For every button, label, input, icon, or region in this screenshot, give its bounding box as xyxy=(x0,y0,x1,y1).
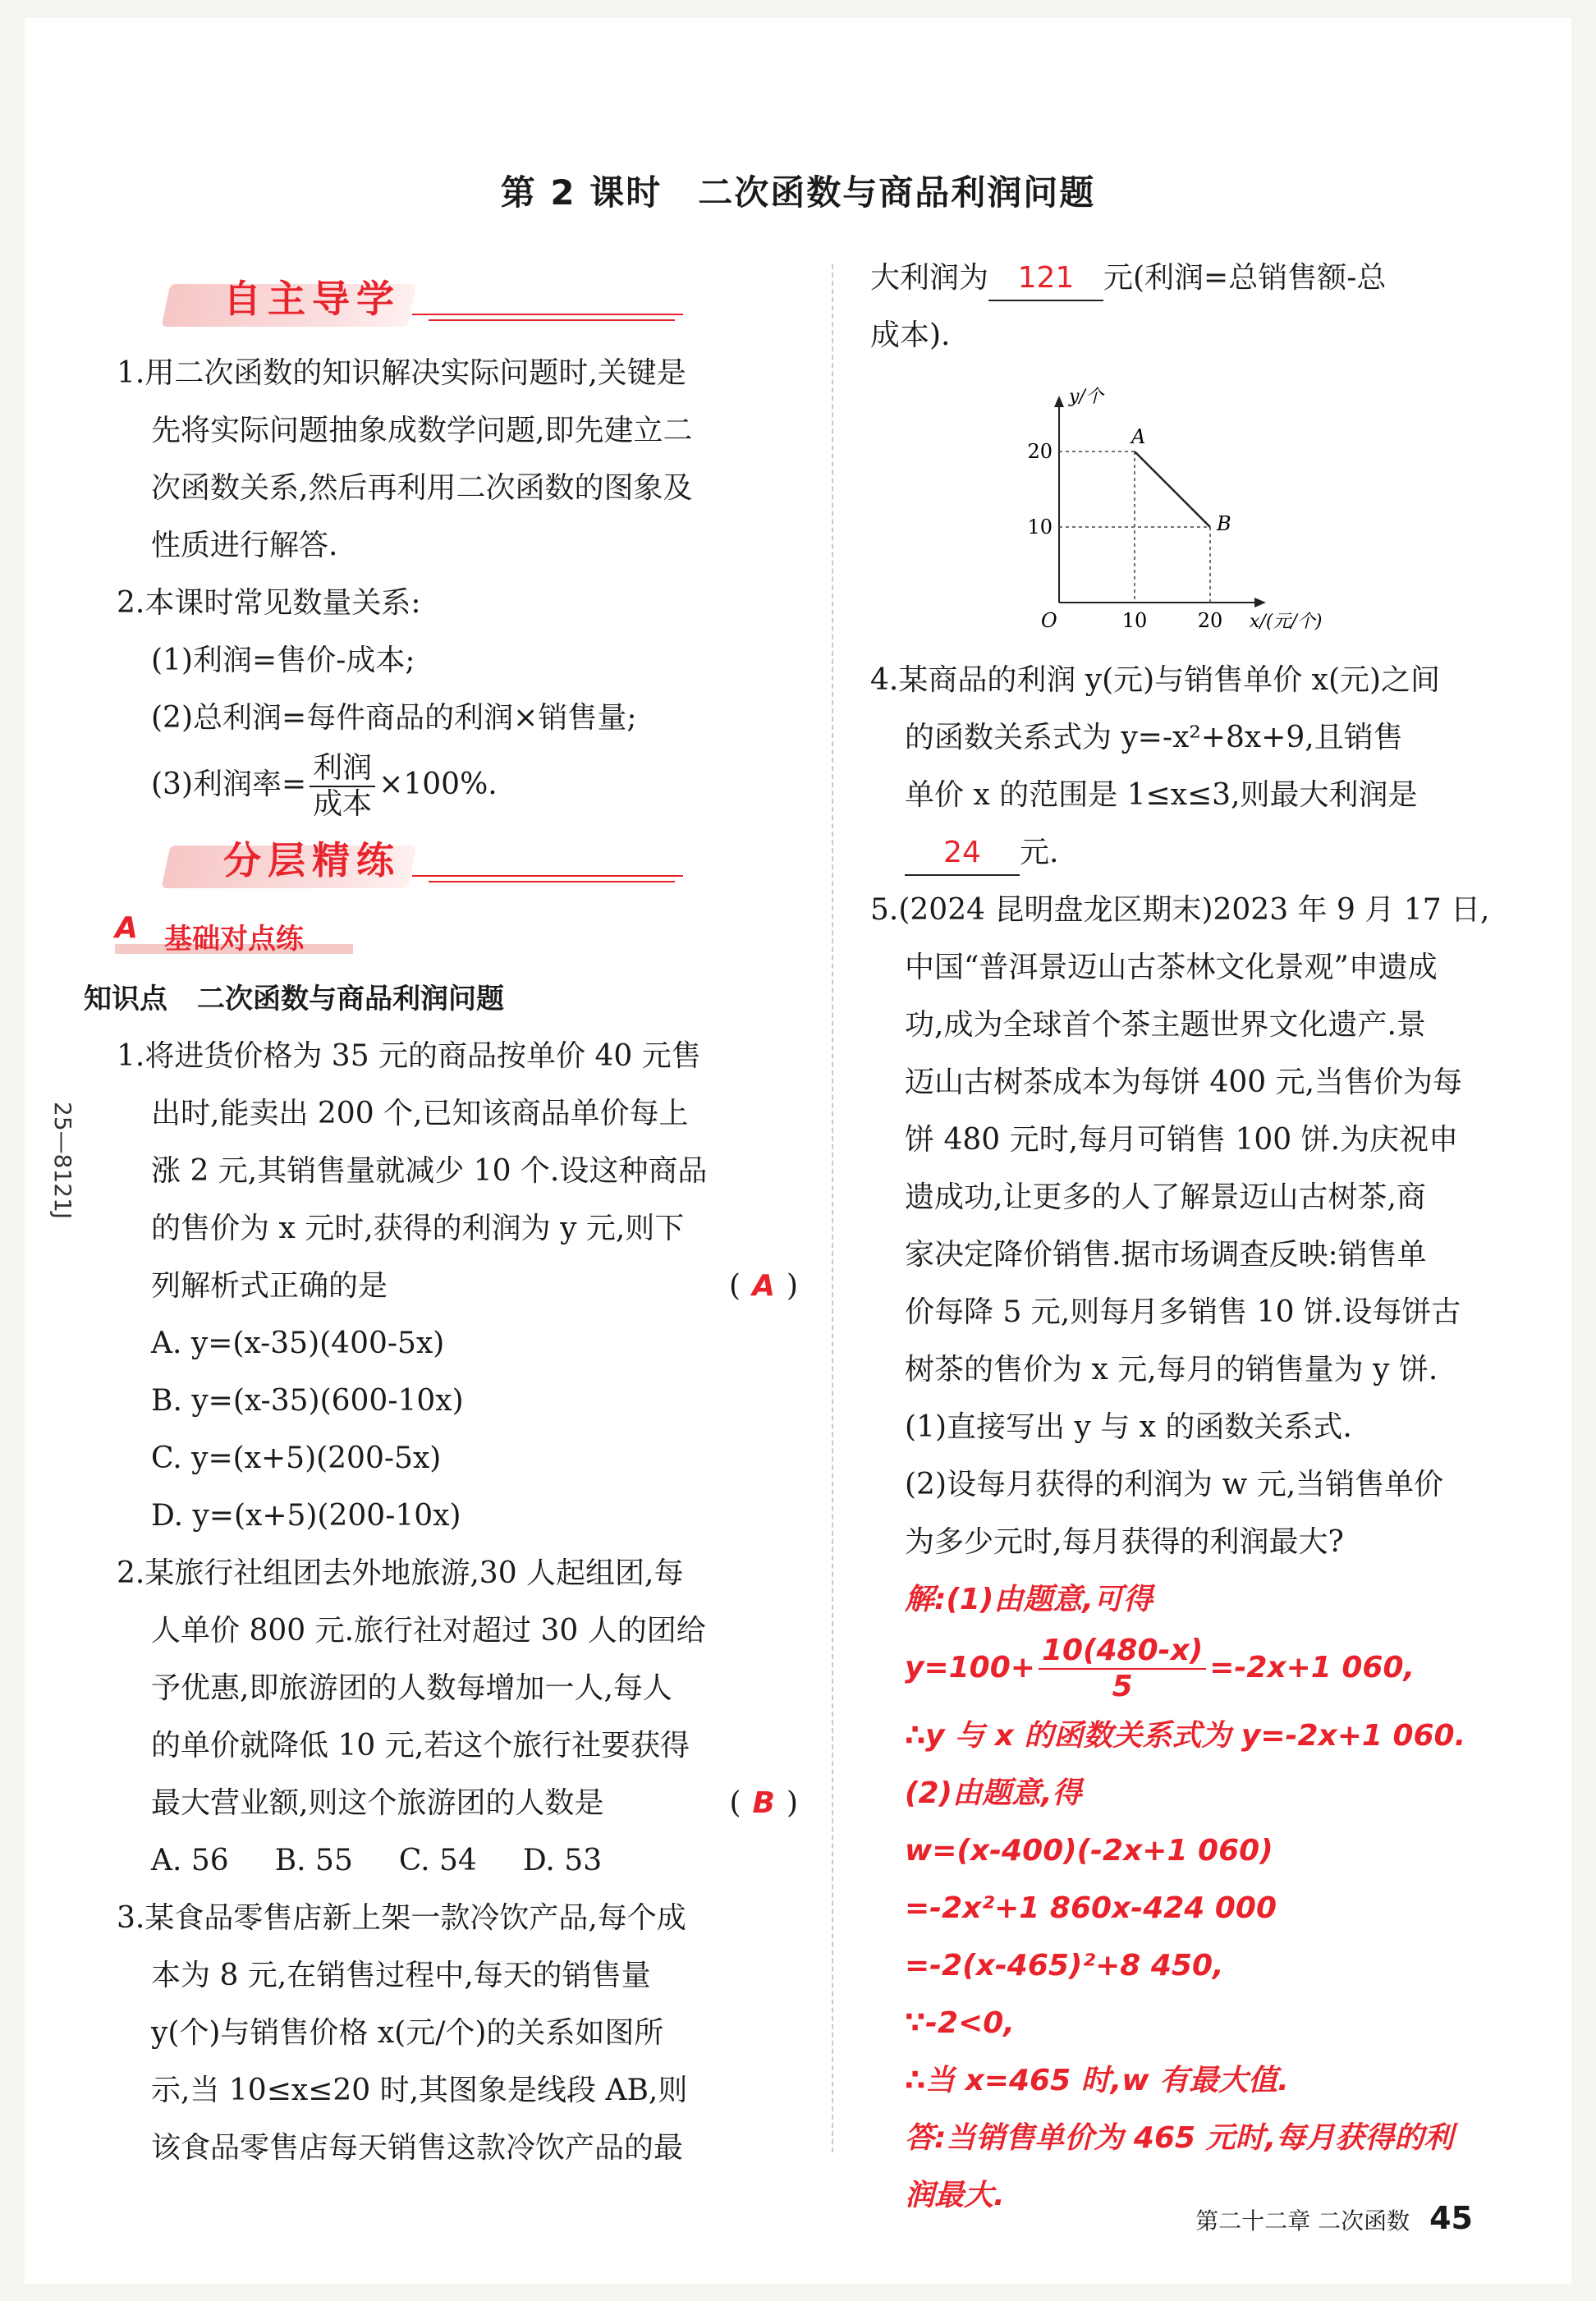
q3-answer-blank: 121 xyxy=(988,257,1103,301)
page-footer xyxy=(1195,2200,1473,2236)
q2-choices xyxy=(117,1832,798,1890)
q2-line: 2.某旅行社组团去外地旅游,30 人起组团,每 xyxy=(117,1556,684,1590)
solution-line: 润最大. xyxy=(905,2179,1005,2212)
q3-line: 3.某食品零售店新上架一款冷饮产品,每个成 xyxy=(117,1901,686,1935)
section-layered: 分层精练 xyxy=(166,826,798,901)
y-axis-label: y/个 xyxy=(1069,387,1103,407)
q5-line: 功,成为全球首个茶主题世界文化遗产.景 xyxy=(905,1008,1426,1042)
point-a-label: A xyxy=(1131,425,1146,448)
q1-line: 1.将进货价格为 35 元的商品按单价 40 元售 xyxy=(117,1039,701,1073)
q5-line: 树茶的售价为 x 元,每月的销售量为 y 饼. xyxy=(905,1353,1438,1387)
q1-line: 的售价为 x 元时,获得的利润为 y 元,则下 xyxy=(151,1212,685,1245)
section-basic: A 基础对点练 xyxy=(82,906,798,964)
q4-line: 的函数关系式为 y=-x²+8x+9,且销售 xyxy=(905,721,1403,754)
q4-line: 4.某商品的利润 y(元)与销售单价 x(元)之间 xyxy=(870,663,1441,697)
q5-line: 迈山古树茶成本为每饼 400 元,当售价为每 xyxy=(905,1066,1463,1099)
y-tick-label: 10 xyxy=(1027,516,1053,539)
segment-ab xyxy=(1135,451,1210,527)
q5-line: 5.(2024 昆明盘龙区期末)2023 年 9 月 17 日, xyxy=(870,893,1490,927)
solution-line: 答:当销售单价为 465 元时,每月获得的利 xyxy=(905,2121,1454,2155)
point-b-label: B xyxy=(1217,512,1231,535)
solution-line: ∴y 与 x 的函数关系式为 y=-2x+1 060. xyxy=(905,1719,1466,1753)
left-column xyxy=(84,250,798,2177)
solution-line: =-2(x-465)²+8 450, xyxy=(905,1949,1224,1982)
q2-line: 的单价就降低 10 元,若这个旅行社要获得 xyxy=(151,1729,690,1762)
q4-line: 单价 x 的范围是 1≤x≤3,则最大利润是 xyxy=(905,778,1418,812)
solution-line: ∴当 x=465 时,w 有最大值. xyxy=(905,2064,1289,2097)
badge-a: A xyxy=(115,911,138,945)
side-code: 25—8121J xyxy=(49,1102,76,1220)
q3-graph xyxy=(1010,381,1355,652)
q5-line: 家决定降价销售.据市场调查反映:销售单 xyxy=(905,1238,1427,1272)
profit-rate-formula: (3)利润率= $\frac{\text{利润}}{\text{成本}}$ ×100%. xyxy=(151,751,498,821)
section-self-study: 自主导学 xyxy=(166,264,798,340)
q4-line: 24 元. xyxy=(870,824,1519,882)
q3-chart-svg xyxy=(1010,381,1355,652)
page-title xyxy=(25,166,1571,215)
q5-line: (2)设每月获得的利润为 w 元,当销售单价 xyxy=(905,1468,1444,1501)
q3-line: 示,当 10≤x≤20 时,其图象是线段 AB,则 xyxy=(151,2074,688,2107)
right-column xyxy=(870,250,1519,2225)
intro-line: 1.用二次函数的知识解决实际问题时,关键是 xyxy=(117,356,686,390)
q3-line: 该食品零售店每天销售这款冷饮产品的最 xyxy=(151,2131,684,2165)
q1-option: B. y=(x-35)(600-10x) xyxy=(151,1384,464,1418)
q1-option: D. y=(x+5)(200-10x) xyxy=(151,1499,461,1533)
q2-answer: ( B ) xyxy=(729,1786,798,1820)
fraction: $\frac{\text{利润}}{\text{成本}}$ xyxy=(310,751,375,822)
solution-line: (2)由题意,得 xyxy=(905,1776,1082,1810)
q3-line: y(个)与销售价格 x(元/个)的关系如图所 xyxy=(151,2016,664,2050)
q5-line: (1)直接写出 y 与 x 的函数关系式. xyxy=(905,1410,1352,1444)
solution-line: w=(x-400)(-2x+1 060) xyxy=(905,1834,1273,1868)
intro-line: 2.本课时常见数量关系: xyxy=(117,586,421,620)
chapter-label: 第二十二章 二次函数 xyxy=(1195,2207,1410,2235)
q2-line: 人单价 800 元.旅行社对超过 30 人的团给 xyxy=(151,1614,706,1648)
solution-line: 解:(1)由题意,可得 xyxy=(905,1583,1153,1616)
page-number: 45 xyxy=(1429,2200,1473,2236)
q5-line: 遗成功,让更多的人了解景迈山古树茶,商 xyxy=(905,1180,1426,1214)
q5-line: 饼 480 元时,每月可销售 100 饼.为庆祝申 xyxy=(905,1123,1459,1157)
q4-answer-blank: 24 xyxy=(905,832,1020,876)
intro-line: (2)总利润=每件商品的利润×销售量; xyxy=(151,701,637,735)
q1-option: C. y=(x+5)(200-5x) xyxy=(151,1442,442,1475)
q5-line: 价每降 5 元,则每月多销售 10 饼.设每饼古 xyxy=(905,1295,1461,1329)
y-axis-arrow xyxy=(1054,396,1064,407)
intro-line: 先将实际问题抽象成数学问题,即先建立二 xyxy=(151,414,693,447)
lesson-number: 第 2 课时 xyxy=(500,172,663,213)
q2-choice: D. 53 xyxy=(522,1844,603,1877)
solution-line: ∵-2<0, xyxy=(905,2006,1015,2040)
q2-choice: A. 56 xyxy=(151,1844,229,1877)
knowledge-point: 知识点 二次函数与商品利润问题 xyxy=(84,983,504,1015)
q5-line: 为多少元时,每月获得的利润最大? xyxy=(905,1525,1344,1559)
q3-line: 成本). xyxy=(870,319,951,352)
intro-line: (1)利润=售价-成本; xyxy=(151,644,415,677)
intro-line: 性质进行解答. xyxy=(151,529,338,562)
q2-choice: B. 55 xyxy=(274,1844,353,1877)
q3-line: 大利润为 121 元(利润=总销售额-总 xyxy=(870,250,1519,307)
q2-line: 最大营业额,则这个旅游团的人数是 ( B ) xyxy=(117,1775,798,1832)
solution xyxy=(870,1571,1519,2225)
q2-choice: C. 54 xyxy=(398,1844,477,1877)
column-divider xyxy=(832,264,833,2152)
solution-line: y=100+ $\frac{10(480-x)}{5}$ =-2x+1 060, xyxy=(905,1634,1415,1703)
q2-line: 予优惠,即旅游团的人数每增加一人,每人 xyxy=(151,1671,672,1705)
q3-line: 本为 8 元,在销售过程中,每天的销售量 xyxy=(151,1959,651,1992)
x-axis-label: x/(元/个) xyxy=(1250,612,1323,632)
page xyxy=(25,18,1571,2284)
q1-answer: ( A ) xyxy=(729,1269,798,1303)
solution-line: =-2x²+1 860x-424 000 xyxy=(905,1891,1277,1925)
lesson-topic: 二次函数与商品利润问题 xyxy=(698,172,1096,213)
q1-line: 列解析式正确的是 ( A ) xyxy=(117,1258,798,1315)
x-tick-label: 10 xyxy=(1121,609,1148,632)
q1-option: A. y=(x-35)(400-5x) xyxy=(151,1327,445,1360)
origin-label: O xyxy=(1041,609,1057,632)
q1-line: 出时,能卖出 200 个,已知该商品单价每上 xyxy=(151,1097,689,1130)
x-tick-label: 20 xyxy=(1197,609,1223,632)
q1-line: 涨 2 元,其销售量就减少 10 个.设这种商品 xyxy=(151,1154,708,1188)
y-tick-label: 20 xyxy=(1027,440,1053,463)
intro-line: 次函数关系,然后再利用二次函数的图象及 xyxy=(151,471,693,505)
fraction: $\frac{10(480-x)}{5}$ xyxy=(1039,1634,1206,1704)
q5-line: 中国“普洱景迈山古茶林文化景观”申遗成 xyxy=(905,951,1438,984)
x-axis-arrow xyxy=(1254,598,1266,607)
